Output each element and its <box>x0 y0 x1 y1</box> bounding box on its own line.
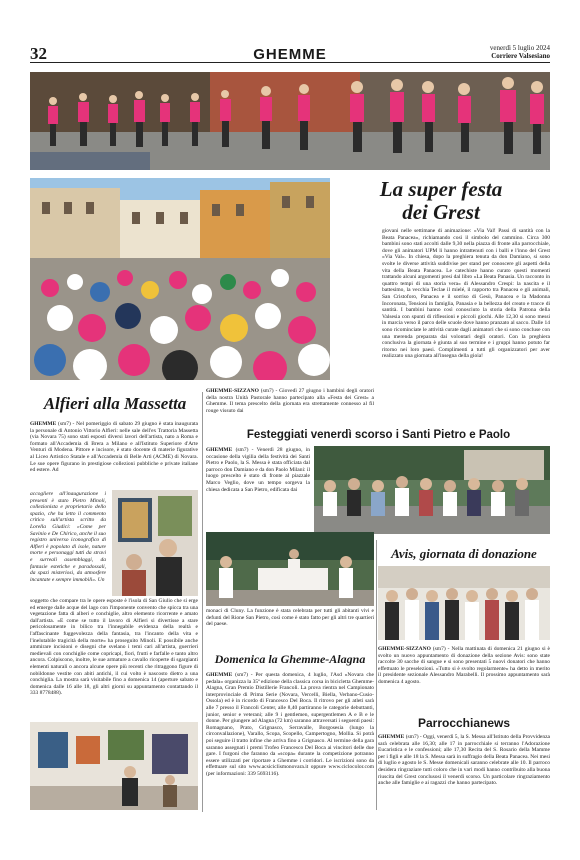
photo-piazza-crowd <box>30 178 330 380</box>
parrocchia-body-block <box>378 734 550 812</box>
grest-title <box>332 178 550 224</box>
alfieri-title: Alfieri alla Massetta <box>43 394 187 413</box>
grest-body: giovani nelle settimane di animazione: «Via Val! Passi di santità con la Beata Panacea», richiamando così il simbolo del cammino. Circa 300 bambini sono stati accolti dalle 9,30 nella piazza di fronte alla parrocchiale, dove gli animatori UPM li hanno intrattenuti con i balli e l'inno del Grest «Via Val». In chiesa, dopo la preghiera tenuta da don Damiano, si sono svolte le diverse attività suddivise per stand per conoscere gli aspetti della vita della Beata Panacea. Le catechiste hanno curato questi momenti trattando alcuni argomenti presi dal libro «La Beata Panasia. Un racconto in quattro tempi di una storia vera» di Alessandro Crespi: la nascita e il battesimo, la vecchia Teclae il mielé, il rapporto tra Panacea e gli animali, San Cristoforo, Panacea e il sorriso di Gesù, Panacea e la Madonna Incoronata, Tensioni in famiglia, Panasia e la bellezza del creato e tracce di santità. I bambini hanno così conosciuto la storia della Patrona della Valsesia con spunti di riflessioni e piccoli giochi. Alle 12,30 si sono messi in marcia verso il parco delle scuole dove hanno pranzato al sacco. Dalle 14 sono ricominciate le attività curate dagli animatori che si sono concluse con una merenda preparata dai volontari degli oratori. Con la preghiera conclusiva la giornata è giunta al suo termine e i gruppi hanno potuto far ritorno nei loro paesi. Complimenti a tutti gli organizzatori per aver realizzato una giornata all'insegna della gioia! <box>382 228 550 360</box>
domenica-lead: GHEMME <box>206 672 233 678</box>
festeggiati-lead: GHEMME <box>206 447 233 453</box>
header-rule <box>30 62 550 63</box>
photo-dancers <box>30 72 550 170</box>
photo-alfieri-gallery <box>30 722 198 810</box>
avis-lead: GHEMME-SIZZANO <box>378 646 431 652</box>
alfieri-lead: GHEMME <box>30 421 57 427</box>
grest-title-line2: dei Grest <box>402 200 480 224</box>
festeggiati-title: Festeggiati venerdì scorso i Santi Pietro e Paolo <box>246 429 511 441</box>
avis-body: (sm7) - Nella mattinata di domenica 21 giugno si è svolto un nuovo appuntamento di donazione della sezione Avis: sono state raccolte 30 sacche di sangue e si sono presentati 5 nuovi donatori che hanno effettuato le preselezioni. «Tutto si è svolto regolarmente» ha detto in merito il presidente sezionale Alessandro Marabelli. Il prossimo appuntamento sarà domenica 4 agosto. <box>378 646 550 685</box>
photo-mass-altar <box>206 532 374 606</box>
grest-sub-body: (sm7) - Giovedì 27 giugno i bambini degli oratori della nostra Unità Pastorale hanno partecipato alla «Festa dei Grest» a Ghemme. Il tema prescelto della giornata era strettamente connesso al fil rouge vissuto dai <box>206 388 374 414</box>
grest-title-line1: La super festa <box>379 177 503 201</box>
festeggiati-body1: (sm7) - Venerdì 28 giugno, in occasione della vigilia della festività dei Santi Pietro e Paolo, la S. Messa è stata officiata dal parroco don Damiano e da don Paolo Milani: il luogo prescelto è stato di fronte al piazzale Marco Veglio, dove un tempo sorgeva la chiesa dedicata a San Pietro, edificata dai <box>206 447 310 493</box>
column-divider-left <box>202 392 203 812</box>
grest-sub-lead: GHEMME-SIZZANO <box>206 388 259 394</box>
alfieri-body-top <box>30 421 198 491</box>
festeggiati-body-bottom: monaci di Cluny. La funzione è stata celebrata per tutti gli abitanti vivi e defunti del Rione San Pietro, così come è stato fatto per gli altri tre quartieri del paese. <box>206 608 374 628</box>
grest-sub-article <box>206 388 374 422</box>
alfieri-body-mid: accogliere all'inaugurazione i presenti è stato Pietro Minoli, collezionista e proprietario dello spazio, che ha letto il commento critico sull'artista scritto da Lorella Giudici: «Come per Savinio e De Chirico, anche il suo registro universo iconografico di Alfieri è popolato di isole, nature morte e personaggi tutti da stravi e surreali assemblaggi, da fantasie estetiche e paradossali, da spazi misteriosi, da atmosfere incantate e sempre immobili». Un <box>30 491 106 583</box>
parrocchia-body: (sm7) - Oggi, venerdì 5, la S. Messa all'Istituto della Provvidenza sarà celebrata alle 16,30; alle 17 in parrocchiale si terranno l'Adorazione Eucaristica e le confessioni; alle 17,30 Recita del S. Rosario della Mamme per i figli e alle 18 la S. Messa sarà in suffragio della Beata Panacea. Nei mesi di luglio e agosto le S. Messe domenicali saranno celebrate alle 10. Il parroco desidera ringraziare tutti coloro che in vari modi hanno contribuito alla buona riuscita del Grest conclusosi il venerdì scorso. Un particolare ringraziamento anche alle famiglie e ai ragazzi che hanno partecipato. <box>378 734 550 787</box>
parrocchia-lead: GHEMME <box>378 734 405 740</box>
photo-festeggiati-crowd <box>314 446 550 534</box>
date-text: venerdì 5 luglio 2024 <box>489 44 550 52</box>
alfieri-body1: (sm7) - Nel pomeriggio di sabato 29 giugno è stata inaugurata la personale di Antonio Vittorio Alfieri: nelle sale dell'ex Trattoria Massetta (via Novara 75) sono stati esposti diversi lavori dell'artista, nato a Roma e formato all'Accademia di Brera a Milano e all'Istituto Superiore d'Arte Venturi di Modena. Pittore e incisore, è stato docente di materie figurative al Liceo Artistico Statale e all'Accademia di Belle Arti (ACME) di Novara. Le sue opere figurano in prestigiose collezioni pubbliche e private italiane ed estere. Ad <box>30 421 198 474</box>
domenica-body: (sm7) - Per questa domenica, 4 luglio, l'Asd «Novara che pedala» organizza la 35ª edizione della classica corsa in bicicletta Ghemme-Alagna, Gran Premio Distillerie Francoli. La prova rientra nel Campionato interprovinciale di Prima Serie (Novara, Vercelli, Biella, Verbano-Cusio-Ossola) ed è in ricordo di Francesco Del Boca. Il ritrovo per gli atleti sarà alle 7 presso il Francoli Center, alle 8,40 partiranno le categorie debuttanti, junior, senior e veterani; alle 9 i gentlemen, supergentlemen A e B e le donne. Per giungere ad Alagna (72 km) saranno attraversati i seguenti paesi: Romagnano, Prato, Grignasco, Serravalle, Borgosesia (lungo la circonvallazione), Varallo, Scopa, Scopello, Campertogno, Mollia. Si potrà poi seguire il tratto infine che arriva fino a Grignasco. Al termine della gara saranno assegnati i premi Trofeo Francesco Del Boca ai vincitori delle due gare. I furgoni che faranno da «scopa» durante la competizione potranno essere utilizzati per riportare a Ghemme i corridori. Le iscrizioni sono da effettuare sul sito www.acsiciclismonovara.it oppure www.ciclocolor.com (per informazioni: 339 5693116). <box>206 672 374 777</box>
avis-title: Avis, giornata di donazione <box>391 546 537 561</box>
alfieri-body-bottom: soggetto che compare tra le opere esposte è l'isola di San Giulio che si erge ed emerge dalle acque del lago con l'imponente convento che spicca tra una vegetazione fatta di alberi e conchiglie, altro elemento ricorrente e amato dall'artista. «E come se tutto il lavoro di Alfieri si divertisse a stare pericolosamente in bilico tra l'innegabile evidenza della realtà e l'affascinante fuggevolezza della fantasia, tra l'incanto della vita e l'inelutabile tragicità della morte» ha proseguito Minoli. E possibile anche ammirare incisioni e disegni che svelano i temi cari all'artista, guerrieri medievali con conchiglie come copricapi, fiori, frutti e farfalle e tanto altro ancora. Colpiscono, inoltre, le sue armature a cavallo ricoperte di sgargianti elementi naturali o ancora alcune opere più recenti che ritraggono figure di nobildonne vestite con abiti antichi, il cui volto è nascosto dietro a una conchiglia. La mostra sarà visitabile fino a domenica 14 (aperture sabato e domenica dalle 16 alle 18, gli altri giorni su appuntamento contattando il 333 8778488). <box>30 598 198 697</box>
section-title: GHEMME <box>253 46 327 63</box>
domenica-title: Domenica la Ghemme-Alagna <box>214 652 366 666</box>
photo-avis-donors <box>378 566 550 640</box>
column-divider-right <box>376 540 377 810</box>
festeggiati-body-top <box>206 447 310 531</box>
publication-name: Corriere Valsesiano <box>491 52 550 60</box>
avis-body-block <box>378 646 550 708</box>
photo-alfieri-artist <box>112 490 198 596</box>
domenica-body-block <box>206 672 374 812</box>
page-number: 32 <box>30 44 47 63</box>
issue-date <box>490 44 550 60</box>
parrocchia-title: Parrocchianews <box>417 716 511 730</box>
